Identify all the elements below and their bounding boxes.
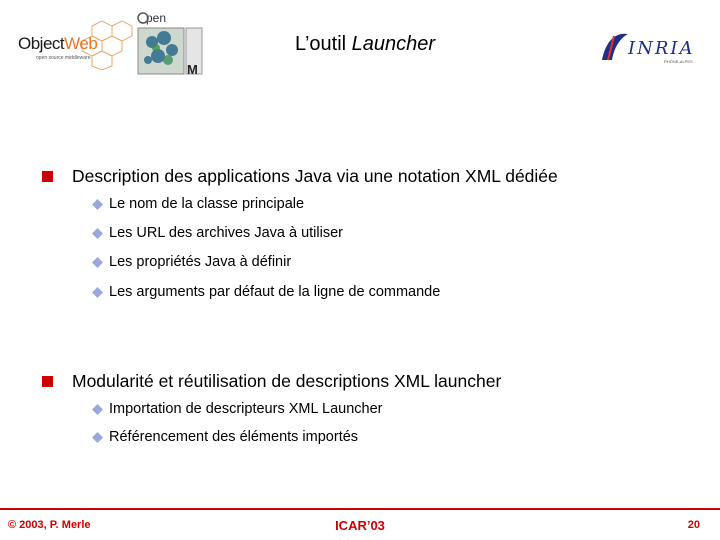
footer-event: ICAR’03 — [335, 518, 385, 533]
diamond-bullet-icon — [92, 199, 103, 210]
list-item-text: Les arguments par défaut de la ligne de commande — [109, 284, 441, 300]
diamond-bullet-icon — [92, 404, 103, 415]
inria-wordmark: INRIA — [628, 38, 695, 59]
diamond-bullet-icon — [92, 228, 103, 239]
title-prefix: L’outil — [294, 33, 352, 55]
page-number: 20 — [687, 519, 700, 531]
openccm-pen-text: pen — [146, 11, 167, 25]
square-bullet-icon — [42, 171, 53, 182]
inria-subtitle: RHÔNE-ALPES — [664, 59, 693, 64]
openccm-m-letter: M — [187, 62, 198, 77]
list-item-text: Référencement des éléments importés — [109, 429, 359, 445]
footer-copyright: © 2003, P. Merle — [8, 519, 91, 531]
diamond-bullet-icon — [92, 287, 103, 298]
footer-divider — [0, 508, 720, 510]
list-item-text: Importation de descripteurs XML Launcher — [109, 401, 383, 417]
list-item-text: Le nom de la classe principale — [109, 196, 305, 212]
section-heading-text: Modularité et réutilisation de descriptions XML launcher — [72, 371, 502, 391]
objectweb-object-text: Object — [18, 34, 65, 53]
list-item-text: Les URL des archives Java à utiliser — [109, 225, 343, 241]
diamond-bullet-icon — [92, 257, 103, 268]
list-item-text: Les propriétés Java à définir — [109, 254, 292, 270]
objectweb-web-text: Web — [64, 34, 98, 53]
section-heading-text: Description des applications Java via une notation XML dédiée — [72, 166, 558, 186]
diamond-bullet-icon — [92, 432, 103, 443]
square-bullet-icon — [42, 376, 53, 387]
objectweb-tagline: open source middleware — [36, 55, 91, 61]
title-italic: Launcher — [351, 33, 436, 55]
